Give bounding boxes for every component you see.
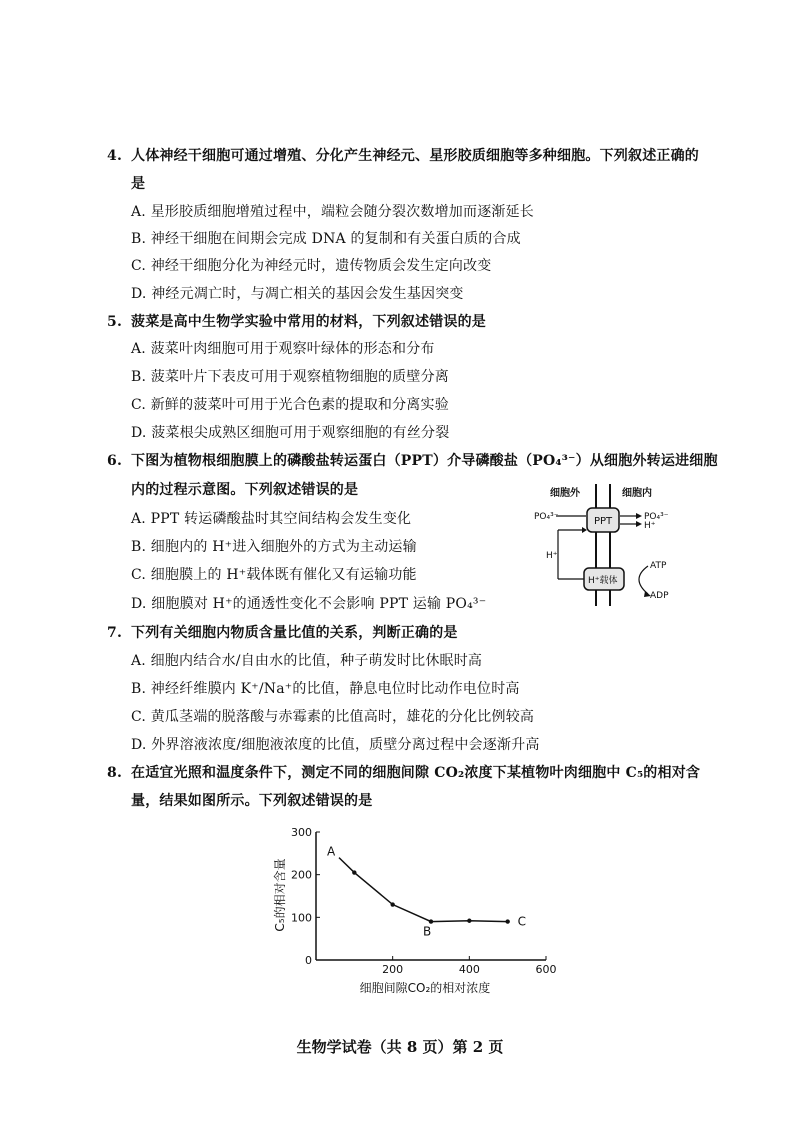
x-tick-label: 200	[382, 963, 404, 976]
question-5-stem: 菠菜是高中生物学实验中常用的材料，下列叙述错误的是	[131, 314, 486, 330]
phosphate-transport-diagram	[530, 482, 690, 608]
x-tick-label: 600	[535, 963, 557, 976]
atp-adp-arrow	[639, 566, 648, 594]
x-tick-label: 400	[458, 963, 480, 976]
point-label-c: C	[517, 914, 527, 929]
point-label-b: B	[423, 924, 432, 939]
question-6-option-d: D. 细胞膜对 H⁺的通透性变化不会影响 PPT 运输 PO₄³⁻	[131, 596, 487, 612]
question-7-stem: 下列有关细胞内物质含量比值的关系，判断正确的是	[131, 625, 458, 641]
chart-annotations	[327, 845, 526, 939]
c5-content-chart	[270, 820, 570, 1000]
question-4-option-b: B. 神经干细胞在间期会完成 DNA 的复制和有关蛋白质的合成	[131, 231, 521, 247]
po4-arrowhead	[636, 513, 642, 519]
point-label-a: A	[327, 844, 336, 859]
diagram-inside-label: 细胞内	[622, 488, 652, 499]
h-arrowhead	[636, 521, 642, 527]
y-tick-label: 200	[291, 868, 312, 882]
diagram-outside-label: 细胞外	[550, 488, 580, 499]
chart-series	[339, 858, 510, 924]
question-8-stem-line1: 在适宜光照和温度条件下，测定不同的细胞间隙 CO₂浓度下某植物叶肉细胞中 C₅的相对含	[131, 765, 701, 781]
question-6-stem-line2: 内的过程示意图。下列叙述错误的是	[131, 482, 359, 498]
chart-axes	[316, 832, 546, 960]
data-point	[505, 919, 509, 923]
po4-inside-label: PO₄³⁻	[644, 512, 669, 522]
question-4-option-c: C. 神经干细胞分化为神经元时，遗传物质会发生定向改变	[131, 258, 492, 274]
question-8-number: 8.	[107, 765, 123, 781]
data-point	[467, 919, 471, 923]
series-line	[339, 858, 508, 922]
question-5-option-c: C. 新鲜的菠菜叶可用于光合色素的提取和分离实验	[131, 397, 449, 413]
atp-label: ATP	[650, 561, 667, 571]
question-5-number: 5.	[107, 314, 123, 330]
question-6-option-a: A. PPT 转运磷酸盐时其空间结构会发生变化	[131, 511, 412, 527]
question-4-number: 4.	[107, 148, 123, 164]
question-4-stem-line1: 人体神经干细胞可通过增殖、分化产生神经元、星形胶质细胞等多种细胞。下列叙述正确的	[131, 148, 699, 164]
data-point	[390, 902, 394, 906]
chart-x-axis-label: 细胞间隙CO₂的相对浓度	[359, 981, 491, 995]
y-tick-label: 0	[305, 954, 312, 967]
y-tick-label: 100	[291, 911, 312, 925]
question-7-option-d: D. 外界溶液浓度/细胞液浓度的比值，质壁分离过程中会逐渐升高	[131, 737, 540, 753]
page-footer: 生物学试卷（共 8 页）第 2 页	[296, 1038, 504, 1056]
question-6-option-c: C. 细胞膜上的 H⁺载体既有催化又有运输功能	[131, 567, 417, 583]
h-inside-label: H⁺	[644, 521, 656, 531]
question-7-option-b: B. 神经纤维膜内 K⁺/Na⁺的比值，静息电位时比动作电位时高	[131, 681, 520, 697]
po4-outside-label: PO₄³⁻	[534, 512, 559, 522]
question-6-number: 6.	[107, 453, 123, 469]
chart-y-axis-label: C₅的相对含量	[273, 858, 287, 932]
question-5-option-d: D. 菠菜根尖成熟区细胞可用于观察细胞的有丝分裂	[131, 425, 450, 441]
y-tick-label: 300	[291, 826, 312, 839]
h-outside-label: H⁺	[546, 551, 558, 561]
question-6-option-b: B. 细胞内的 H⁺进入细胞外的方式为主动运输	[131, 539, 417, 555]
question-6-stem-line1: 下图为植物根细胞膜上的磷酸盐转运蛋白（PPT）介导磷酸盐（PO₄³⁻）从细胞外转运进细胞	[131, 453, 718, 469]
question-5-option-b: B. 菠菜叶片下表皮可用于观察植物细胞的质壁分离	[131, 369, 449, 385]
data-point	[429, 919, 433, 923]
adp-label: ADP	[650, 591, 669, 601]
question-7-option-a: A. 细胞内结合水/自由水的比值，种子萌发时比休眠时高	[131, 653, 483, 669]
question-7-number: 7.	[107, 625, 123, 641]
question-8-stem-line2: 量，结果如图所示。下列叙述错误的是	[131, 793, 373, 809]
h-loop-arrowhead	[582, 527, 587, 533]
question-7-option-c: C. 黄瓜茎端的脱落酸与赤霉素的比值高时，雄花的分化比例较高	[131, 709, 535, 725]
question-4-option-d: D. 神经元凋亡时，与凋亡相关的基因会发生基因突变	[131, 286, 464, 302]
question-4-option-a: A. 星形胶质细胞增殖过程中，端粒会随分裂次数增加而逐渐延长	[131, 204, 535, 220]
h-carrier-label: H⁺载体	[588, 576, 618, 586]
data-point	[352, 870, 356, 874]
ppt-label: PPT	[594, 516, 613, 527]
question-5-option-a: A. 菠菜叶肉细胞可用于观察叶绿体的形态和分布	[131, 341, 435, 357]
question-4-stem-line2: 是	[131, 176, 146, 192]
